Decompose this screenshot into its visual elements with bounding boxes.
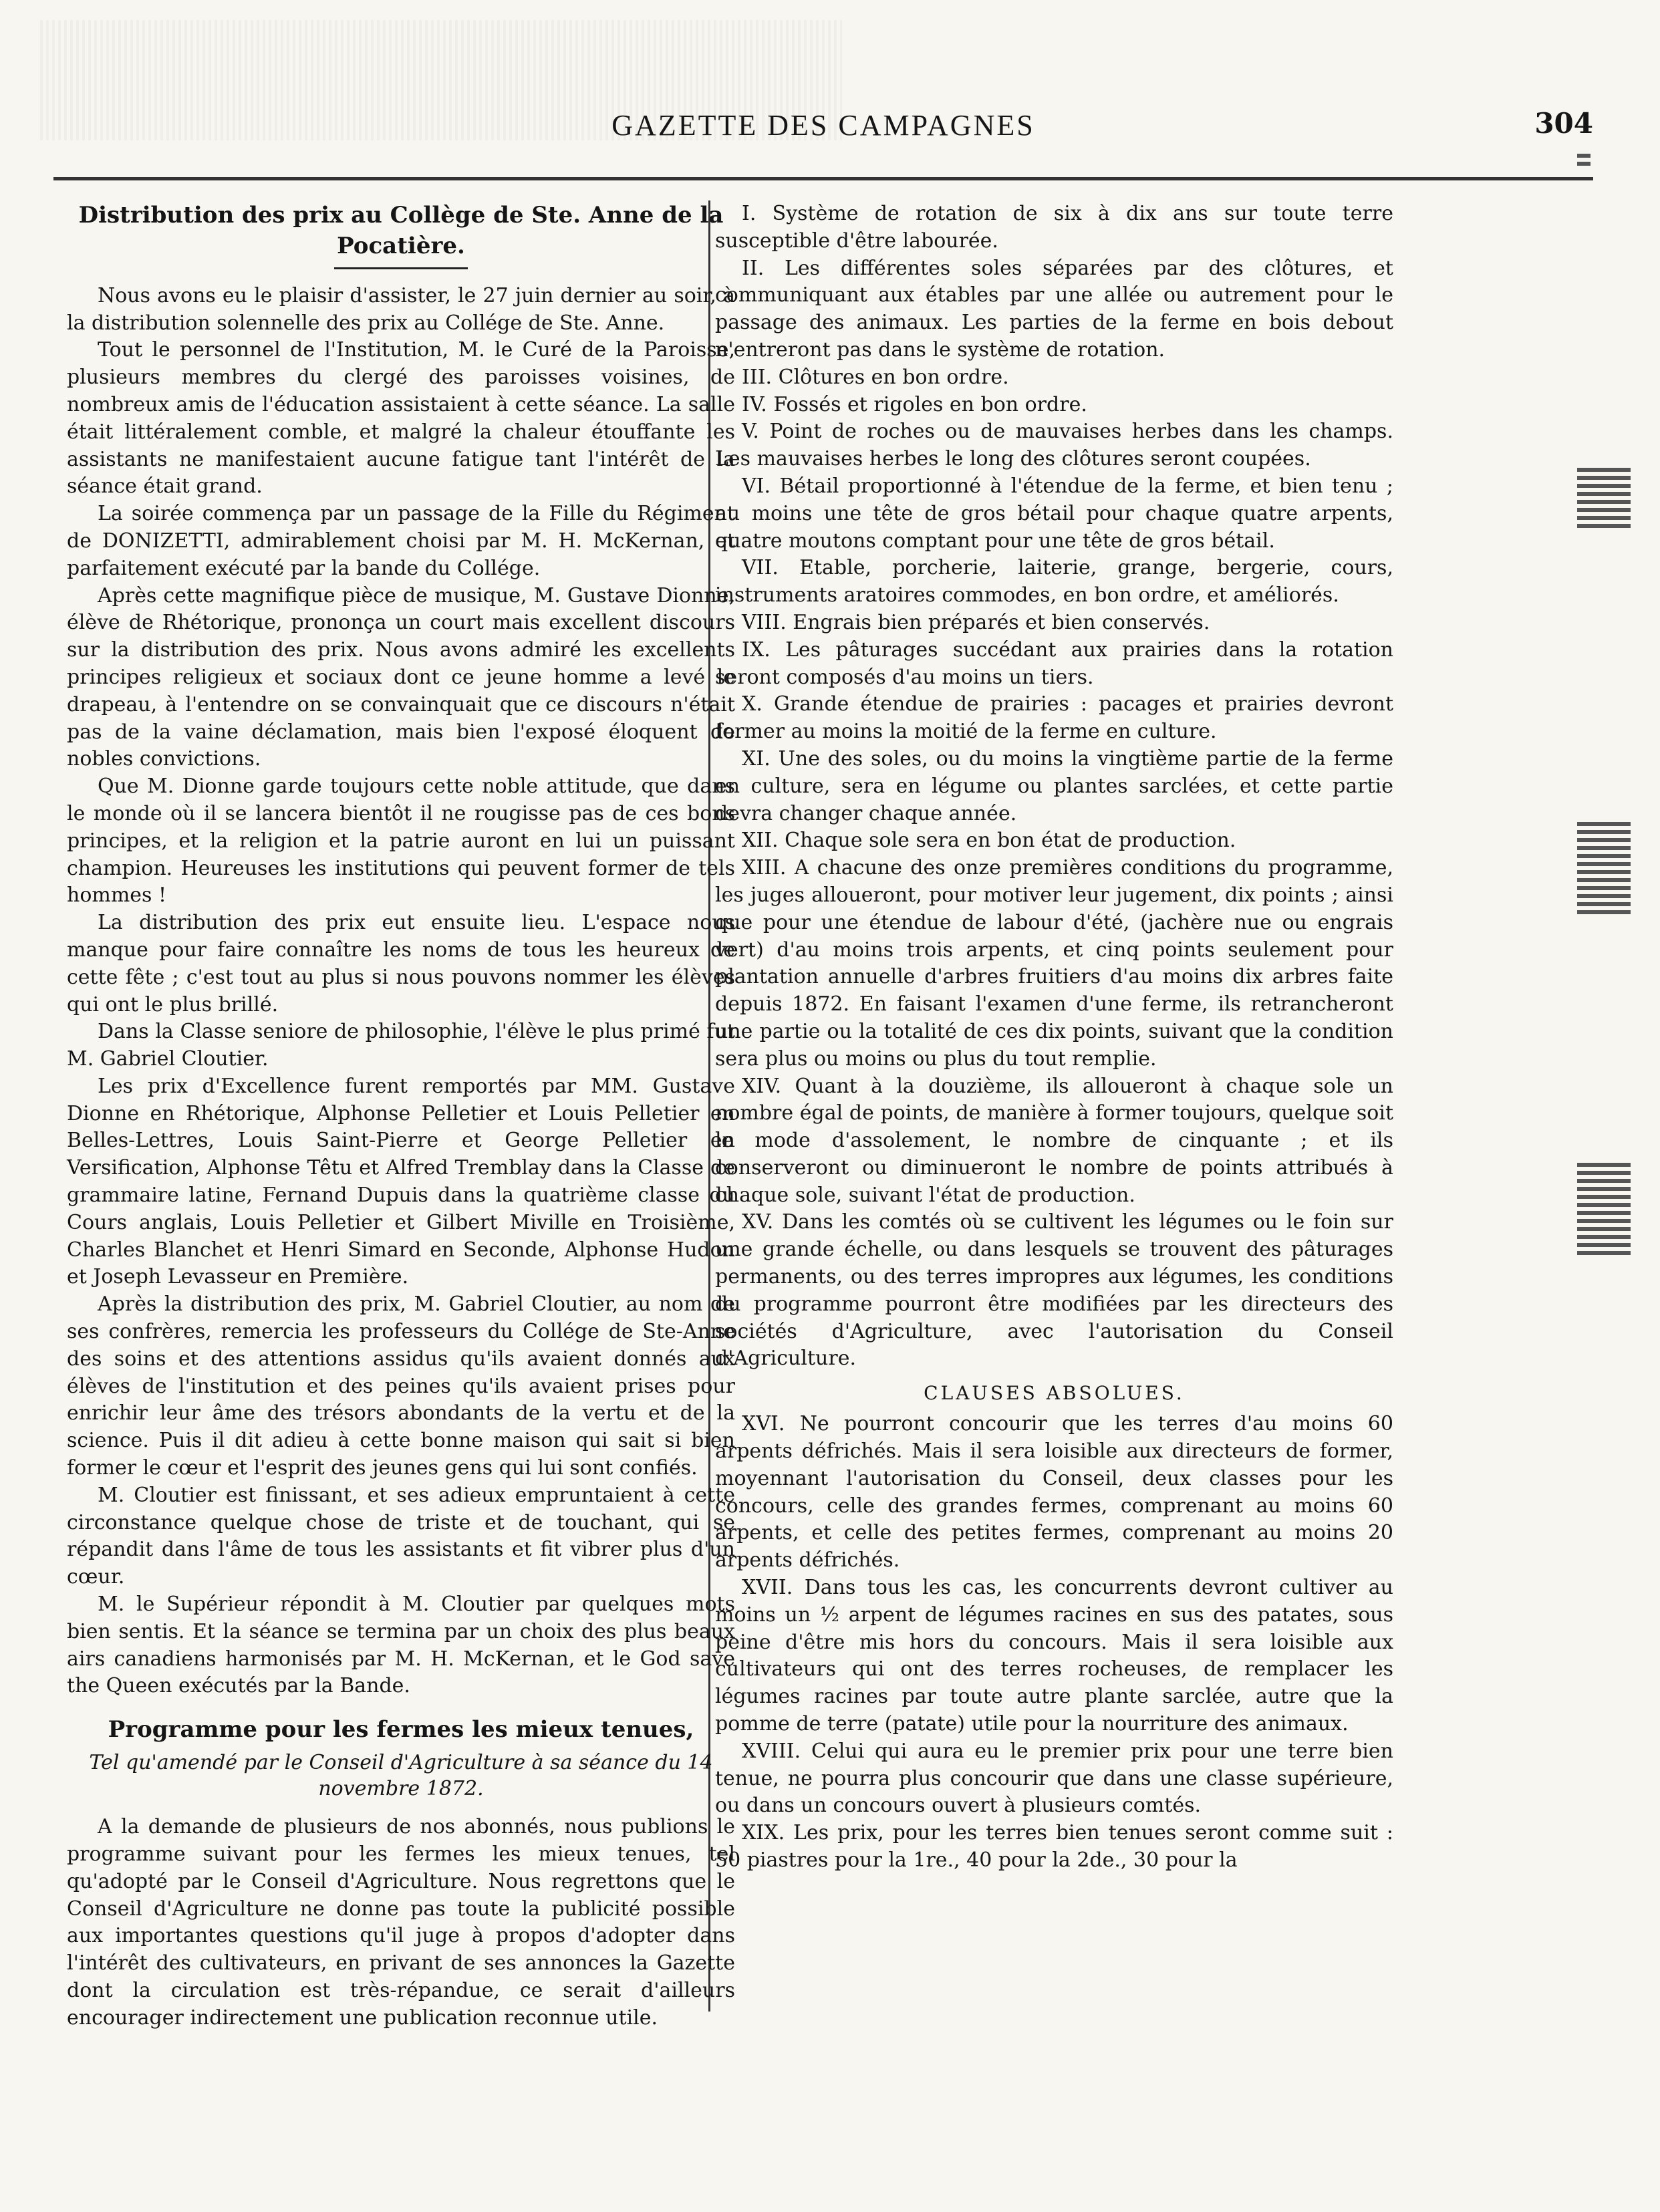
left-column <box>67 200 735 2030</box>
paragraph: M. le Supérieur répondit à M. Cloutier par quelques mots bien sentis. Et la séance se termina par un choix des plus beaux airs canadiens harmonisés par M. H. McKernan, et le God save the Queen exécutés par la Bande. <box>67 1593 735 1698</box>
page-header <box>53 100 1593 147</box>
paragraph: Nous avons eu le plaisir d'assister, le 27 juin dernier au soir, à la distribution solennelle des prix au Collége de Ste. Anne. <box>67 283 735 335</box>
paragraph: M. Cloutier est finissant, et ses adieux empruntaient à cette circonstance quelque chose de triste et de touchant, qui se répandit dans l'âme de tous les assistants et fit vibrer plus d'un cœur. <box>67 1483 735 1589</box>
article-subtitle-programme: Tel qu'amendé par le Conseil d'Agriculture à sa séance du 14 novembre 1872. <box>89 1751 713 1801</box>
program-item: VI. Bétail proportionné à l'étendue de la ferme, et bien tenu ; au moins une tête de gros bétail pour chaque quatre arpents, quatre moutons comptant pour une tête de gros bétail. <box>715 474 1393 553</box>
article-title-distribution: Distribution des prix au Collège de Ste. Anne de la Pocatière. <box>67 200 735 269</box>
program-item: III. Clôtures en bon ordre. <box>742 365 1009 389</box>
program-item: X. Grande étendue de prairies : pacages et prairies devront former au moins la moitié de la ferme en culture. <box>715 692 1393 744</box>
program-item: I. Système de rotation de six à dix ans sur toute terre susceptible d'être labourée. <box>715 202 1393 253</box>
program-item: XIII. A chacune des onze premières conditions du programme, les juges alloueront, pour motiver leur jugement, dix points ; ainsi que pour une étendue de labour d'été, (jachère nue ou engrais vert) d'au moins trois arpents, et cinq points seulement pour plantation annuelle d'arbres fruitiers d'au moins dix arbres faite depuis 1872. En faisant l'examen d'une ferme, ils retrancheront une partie ou la totalité de ces dix points, suivant que la condition sera plus ou moins ou plus du tout remplie. <box>715 856 1393 1071</box>
clause-item: XIX. Les prix, pour les terres bien tenues seront comme suit : 50 piastres pour la 1re., 40 pour la 2de., 30 pour la <box>715 1821 1393 1873</box>
paragraph: Dans la Classe seniore de philosophie, l'élève le plus primé fut M. Gabriel Cloutier. <box>67 1020 735 1071</box>
margin-scan-mark <box>1577 154 1631 170</box>
clause-item: XVI. Ne pourront concourir que les terres d'au moins 60 arpents défrichés. Mais il sera loisible aux directeurs de former, moyennant l'autorisation du Conseil, deux classes pour les concours, celle des grandes fermes, comprenant au moins 60 arpents, et celle des petites fermes, comprenant au moins 20 arpents défrichés. <box>715 1412 1393 1572</box>
page-number: 304 <box>1534 107 1593 140</box>
header-rule <box>53 177 1593 180</box>
paragraph: Après la distribution des prix, M. Gabriel Cloutier, au nom de ses confrères, remercia les professeurs du Collége de Ste-Anne des soins et des attentions assidus qu'ils avaient donnés aux élèves de l'institution et des peines qu'ils avaient prises pour enrichir leur âme des trésors abondants de la vertu et de la science. Puis il dit adieu à cette bonne maison qui sait si bien former le cœur et l'esprit des jeunes gens qui lui sont confiés. <box>67 1292 735 1480</box>
paragraph: Les prix d'Excellence furent remportés par MM. Gustave Dionne en Rhétorique, Alphonse Pelletier et Louis Pelletier en Belles-Lettres, Louis Saint-Pierre et George Pelletier en Versification, Alphonse Têtu et Alfred Tremblay dans la Classe de grammaire latine, Fernand Dupuis dans la quatrième classe du Cours anglais, Louis Pelletier et Gilbert Miville en Troisième, Charles Blanchet et Henri Simard en Seconde, Alphonse Hudon et Joseph Levasseur en Première. <box>67 1074 735 1289</box>
program-item: XII. Chaque sole sera en bon état de production. <box>742 829 1236 853</box>
program-item: XI. Une des soles, ou du moins la vingtième partie de la ferme en culture, sera en légume ou plantes sarclées, et cette partie devra changer chaque année. <box>715 746 1393 825</box>
paragraph: Tout le personnel de l'Institution, M. le Curé de la Paroisse, plusieurs membres du clergé des paroisses voisines, de nombreux amis de l'éducation assistaient à cette séance. La salle était littéralement comble, et malgré la chaleur étouffante les assistants ne manifestaient aucune fatigue tant l'intérêt de la séance était grand. <box>67 338 735 499</box>
margin-scan-mark <box>1577 468 1631 532</box>
program-item: IX. Les pâturages succédant aux prairies dans la rotation seront composés d'au moins un tiers. <box>715 638 1393 689</box>
program-item: V. Point de roches ou de mauvaises herbes dans les champs. Les mauvaises herbes le long des clôtures seront coupées. <box>715 420 1393 471</box>
program-item: VII. Etable, porcherie, laiterie, grange, bergerie, cours, instruments aratoires commodes, en bon ordre, et améliorés. <box>715 556 1393 607</box>
program-item: VIII. Engrais bien préparés et bien conservés. <box>742 610 1210 634</box>
article-title-programme: Programme pour les fermes les mieux tenues, <box>108 1716 694 1744</box>
paragraph: Que M. Dionne garde toujours cette noble attitude, que dans le monde où il se lancera bientôt il ne rougisse pas de ces bons principes, et la religion et la patrie auront en lui un puissant champion. Heureuses les institutions qui peuvent former de tels hommes ! <box>67 775 735 908</box>
clauses-heading: CLAUSES ABSOLUES. <box>924 1382 1185 1405</box>
margin-scan-mark <box>1577 822 1631 918</box>
paragraph: Après cette magnifique pièce de musique, M. Gustave Dionne, élève de Rhétorique, prononça un court mais excellent discours sur la distribution des prix. Nous avons admiré les excellents principes religieux et sociaux dont ce jeune homme a levé le drapeau, à l'entendre on se convainquait que ce discours n'était pas de la vaine déclamation, mais bien l'exposé éloquent de nobles convictions. <box>67 583 735 771</box>
clause-item: XVIII. Celui qui aura eu le premier prix pour une terre bien tenue, ne pourra plus concourir que dans une classe supérieure, ou dans un concours ouvert à plusieurs comtés. <box>715 1739 1393 1818</box>
paragraph: La soirée commença par un passage de la Fille du Régiment de DONIZETTI, admirablement choisi par M. H. McKernan, et parfaitement exécuté par la bande du Collége. <box>67 502 735 580</box>
program-item: IV. Fossés et rigoles en bon ordre. <box>742 392 1087 416</box>
margin-scan-mark <box>1577 1163 1631 1259</box>
program-item: XIV. Quant à la douzième, ils alloueront à chaque sole un nombre égal de points, de manière à former toujours, quelque soit le mode d'assolement, le nombre de cinquante ; et ils conserveront ou diminueront le nombre de points attribués à chaque sole, suivant l'état de production. <box>715 1074 1393 1207</box>
clause-item: XVII. Dans tous les cas, les concurrents devront cultiver au moins un ½ arpent de légumes racines en sus des patates, sous peine d'être mis hors du concours. Mais il sera loisible aux cultivateurs qui ont des terres rocheuses, de remplacer les légumes racines par toute autre plante sarclée, autre que la pomme de terre (patate) utile pour la nourriture des animaux. <box>715 1576 1393 1736</box>
paragraph: A la demande de plusieurs de nos abonnés, nous publions le programme suivant pour les fermes les mieux tenues, tel qu'adopté par le Conseil d'Agriculture. Nous regrettons que le Conseil d'Agriculture ne donne pas toute la publicité possible aux importantes questions qu'il juge à propos d'adopter dans l'intérêt des cultivateurs, en privant de ses annonces la Gazette dont la circulation est très-répandue, ce serait d'ailleurs encourager indirectement une publication reconnue utile. <box>67 1815 735 2030</box>
page-title: GAZETTE DES CAMPAGNES <box>611 109 1035 142</box>
paragraph: La distribution des prix eut ensuite lieu. L'espace nous manque pour faire connaître les noms de tous les heureux de cette fête ; c'est tout au plus si nous pouvons nommer les élèves qui ont le plus brillé. <box>67 911 735 1016</box>
right-column <box>715 200 1393 2012</box>
article-body-distribution <box>67 283 735 1700</box>
program-item: XV. Dans les comtés où se cultivent les légumes ou le foin sur une grande échelle, ou dans lesquels se trouvent des pâturages permanents, ou des terres impropres aux légumes, les conditions du programme pourront être modifiées par les directeurs des sociétés d'Agriculture, avec l'autorisation du Conseil d'Agriculture. <box>715 1210 1393 1371</box>
program-item: II. Les différentes soles séparées par des clôtures, et communiquant aux étables par une allée ou autrement pour le passage des animaux. Les parties de la ferme en bois debout n'entreront pas dans le système de rotation. <box>715 256 1393 362</box>
